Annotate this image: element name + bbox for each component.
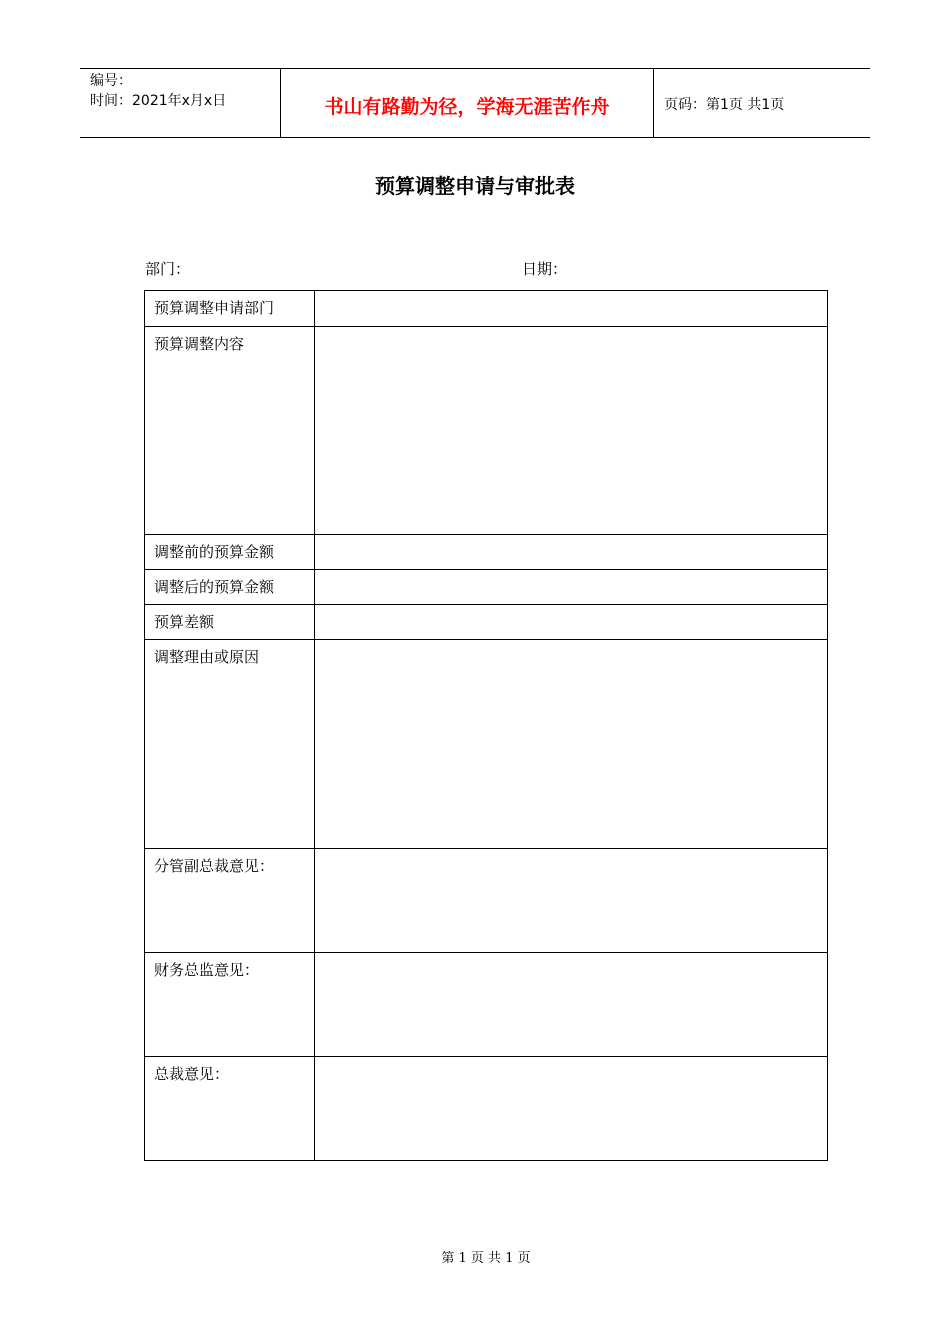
field-adjust-content[interactable] [315,327,828,535]
field-cfo-opinion[interactable] [315,953,828,1057]
table-row [145,849,828,953]
field-president-opinion[interactable] [315,1057,828,1161]
table-row [145,291,828,327]
row-label-adjust-content: 预算调整内容 [145,327,315,535]
table-row [145,327,828,535]
row-label-reason: 调整理由或原因 [145,640,315,849]
number-label: 编号： [90,73,132,89]
time-label: 时间：2021年x月x日 [90,93,227,109]
table-row [145,570,828,605]
field-applicant-dept[interactable] [315,291,828,327]
row-label-cfo-opinion: 财务总监意见： [145,953,315,1057]
header-motto: 书山有路勤为径，学海无涯苦作舟 [281,69,654,137]
row-label-difference: 预算差额 [145,605,315,640]
header-page-code: 页码：第1页 共1页 [664,97,785,113]
page-footer: 第 1 页 共 1 页 [441,1251,531,1266]
department-label: 部门： [145,260,191,278]
document-title: 预算调整申请与审批表 [375,174,575,198]
row-label-president-opinion: 总裁意见： [145,1057,315,1161]
row-label-vp-opinion: 分管副总裁意见： [145,849,315,953]
page-header [80,68,870,138]
table-row [145,1057,828,1161]
field-reason[interactable] [315,640,828,849]
table-row [145,535,828,570]
field-after-amount[interactable] [315,570,828,605]
field-vp-opinion[interactable] [315,849,828,953]
table-row [145,953,828,1057]
row-label-applicant-dept: 预算调整申请部门 [145,291,315,327]
date-label: 日期： [522,260,568,278]
row-label-before-amount: 调整前的预算金额 [145,535,315,570]
field-before-amount[interactable] [315,535,828,570]
table-row [145,640,828,849]
table-row [145,605,828,640]
header-info [80,69,281,137]
row-label-after-amount: 调整后的预算金额 [145,570,315,605]
approval-form-table [144,290,828,1161]
field-difference[interactable] [315,605,828,640]
